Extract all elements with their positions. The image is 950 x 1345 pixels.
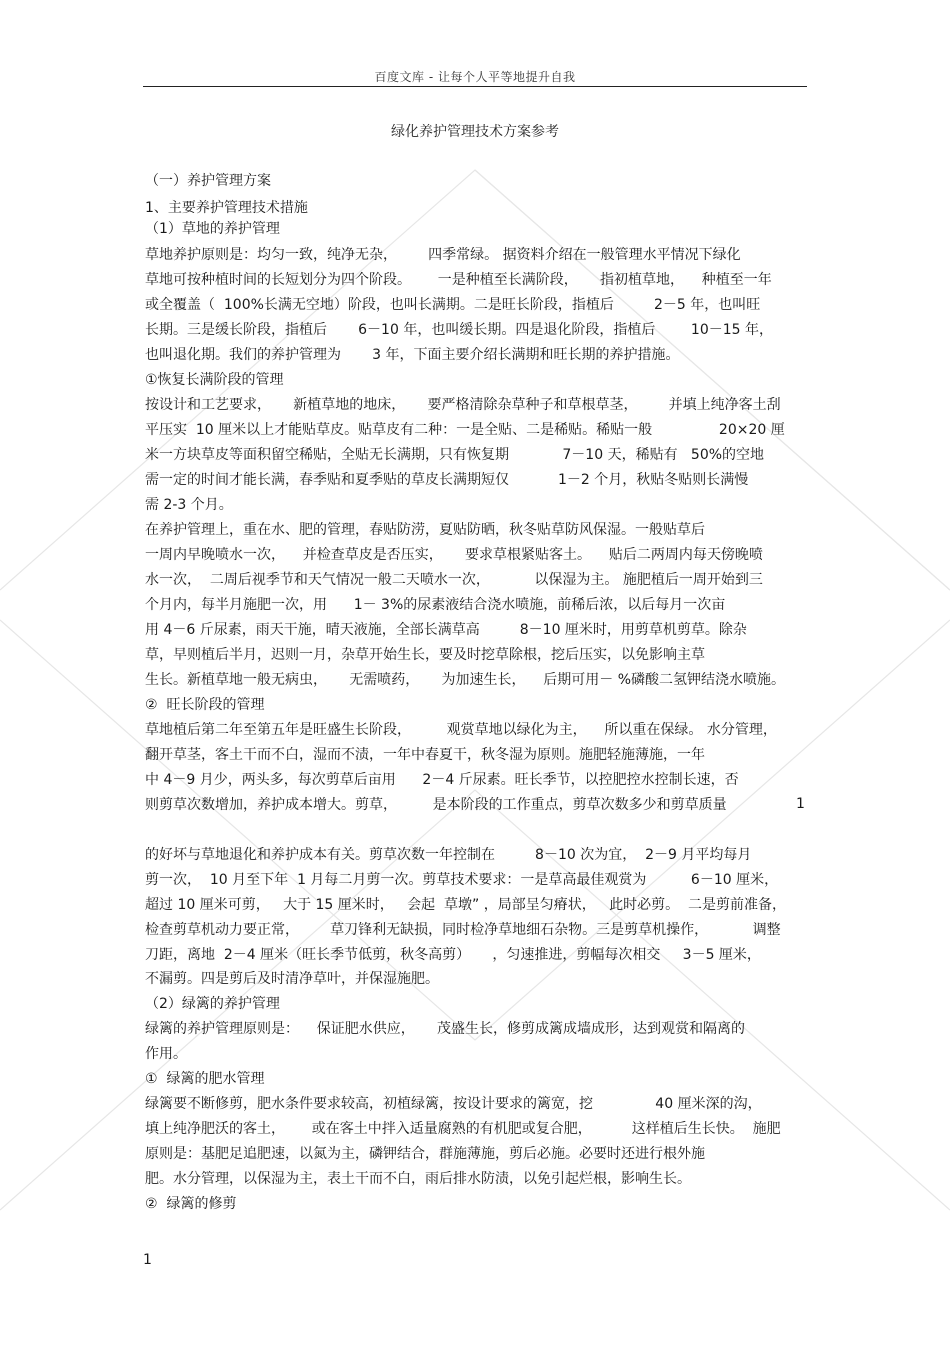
- paragraph-line: 剪一次， 10 月至下年 1 月每二月剪一次。剪草技术要求：一是草高最佳观赏为 6－10 厘米，: [145, 872, 779, 888]
- subsection-heading: ①恢复长满阶段的管理: [145, 372, 284, 388]
- paragraph-line: 米一方块草皮等面积留空稀贴，全贴无长满期，只有恢复期 7－10 天，稀贴有 50%的空地: [145, 447, 765, 463]
- paragraph-line: 按设计和工艺要求， 新植草地的地床， 要严格清除杂草种子和草根草茎， 并填上纯净客土刮: [145, 397, 781, 413]
- subsection-heading: ① 绿篱的肥水管理: [145, 1071, 265, 1087]
- document-header: 百度文库 - 让每个人平等地提升自我: [374, 70, 576, 84]
- paragraph-line: 个月内，每半月施肥一次，用 1－ 3%的尿素液结合浇水喷施，前稀后浓，以后每月一次亩: [145, 597, 726, 613]
- paragraph-line: 超过 10 厘米可剪， 大于 15 厘米时， 会起 草墩” ，局部呈匀瘠状， 此时必剪。 二是剪前准备，: [145, 897, 786, 913]
- paragraph-line: 填上纯净肥沃的客土， 或在客土中拌入适量腐熟的有机肥或复合肥， 这样植后生长快。 施肥: [145, 1121, 781, 1137]
- paragraph-line: 平压实 10 厘米以上才能贴草皮。贴草皮有二种：一是全贴、二是稀贴。稀贴一般 20×20 厘: [145, 422, 785, 438]
- page-number: 1: [143, 1252, 152, 1268]
- paragraph-line: 不漏剪。四是剪后及时清净草叶，并保湿施肥。: [145, 971, 439, 987]
- paragraph-line: 生长。新植草地一般无病虫， 无需喷药， 为加速生长， 后期可用－ %磷酸二氢钾结浇水喷施。: [145, 672, 786, 688]
- header-divider: [143, 86, 807, 87]
- subsection-heading: 1、主要养护管理技术措施: [145, 200, 308, 216]
- paragraph-line: 肥。水分管理，以保湿为主，表土干而不白，雨后排水防渍，以免引起烂根，影响生长。: [145, 1171, 691, 1187]
- paragraph-line: 需一定的时间才能长满，春季贴和夏季贴的草皮长满期短仅 1－2 个月，秋贴冬贴则长满慢: [145, 472, 749, 488]
- paragraph-line: 中 4－9 月少，两头多，每次剪草后亩用 2－4 斤尿素。旺长季节，以控肥控水控制长速，否: [145, 772, 739, 788]
- paragraph-line: 需 2-3 个月。: [145, 497, 233, 513]
- subsection-heading: （1）草地的养护管理: [145, 221, 280, 237]
- paragraph-line: 绿篱的养护管理原则是： 保证肥水供应， 茂盛生长，修剪成篱成墙成形，达到观赏和隔离的: [145, 1021, 746, 1037]
- document-title: 绿化养护管理技术方案参考: [391, 124, 559, 140]
- paragraph-line: 翻开草茎，客土干而不白，湿而不渍，一年中春夏干，秋冬湿为原则。施肥轻施薄施，一年: [145, 747, 705, 763]
- section-heading: （一）养护管理方案: [145, 173, 271, 189]
- paragraph-line: 绿篱要不断修剪，肥水条件要求较高，初植绿篱，按设计要求的篱宽，挖 40 厘米深的沟，: [145, 1096, 762, 1112]
- subsection-heading: ② 旺长阶段的管理: [145, 697, 265, 713]
- page-marker: 1: [796, 796, 805, 812]
- paragraph-line: 在养护管理上，重在水、肥的管理，春贴防涝，夏贴防晒，秋冬贴草防风保湿。一般贴草后: [145, 522, 705, 538]
- paragraph-line: 长期。三是缓长阶段，指植后 6－10 年，也叫缓长期。四是退化阶段，指植后 10－15 年，: [145, 322, 774, 338]
- paragraph-line: 或全覆盖（ 100%长满无空地）阶段，也叫长满期。二是旺长阶段，指植后 2－5 年，也叫旺: [145, 297, 761, 313]
- paragraph-line: 水一次， 二周后视季节和天气情况一般二天喷水一次， 以保湿为主。 施肥植后一周开始到三: [145, 572, 763, 588]
- paragraph-line: 一周内早晚喷水一次， 并检查草皮是否压实， 要求草根紧贴客土。 贴后二两周内每天傍晚喷: [145, 547, 763, 563]
- paragraph-line: 也叫退化期。我们的养护管理为 3 年，下面主要介绍长满期和旺长期的养护措施。: [145, 347, 680, 363]
- subsection-heading: （2）绿篱的养护管理: [145, 996, 280, 1012]
- paragraph-line: 作用。: [145, 1046, 187, 1062]
- paragraph-line: 草地可按种植时间的长短划分为四个阶段。 一是种植至长满阶段， 指初植草地， 种植至一年: [145, 272, 772, 288]
- paragraph-line: 刀距，离地 2－4 厘米（旺长季节低剪，秋冬高剪） ，匀速推进，剪幅每次相交 3－5 厘米，: [145, 947, 761, 963]
- paragraph-line: 的好坏与草地退化和养护成本有关。剪草次数一年控制在 8－10 次为宜， 2－9 月平均每月: [145, 847, 752, 863]
- paragraph-line: 检查剪草机动力要正常， 草刀锋利无缺损，同时检净草地细石杂物。三是剪草机操作， 调整: [145, 922, 781, 938]
- paragraph-line: 草，早则植后半月，迟则一月，杂草开始生长，要及时挖草除根，挖后压实，以免影响主草: [145, 647, 705, 663]
- subsection-heading: ② 绿篱的修剪: [145, 1196, 237, 1212]
- paragraph-line: 用 4－6 斤尿素，雨天干施，晴天液施，全部长满草高 8－10 厘米时，用剪草机剪草。除杂: [145, 622, 747, 638]
- paragraph-line: 则剪草次数增加，养护成本增大。剪草， 是本阶段的工作重点，剪草次数多少和剪草质量: [145, 797, 727, 813]
- paragraph-line: 草地养护原则是：均匀一致，纯净无杂， 四季常绿。 据资料介绍在一般管理水平情况下绿化: [145, 247, 741, 263]
- paragraph-line: 原则是：基肥足追肥速，以氮为主，磷钾结合，群施薄施，剪后必施。必要时还进行根外施: [145, 1146, 705, 1162]
- paragraph-line: 草地植后第二年至第五年是旺盛生长阶段， 观赏草地以绿化为主， 所以重在保绿。 水分管理，: [145, 722, 777, 738]
